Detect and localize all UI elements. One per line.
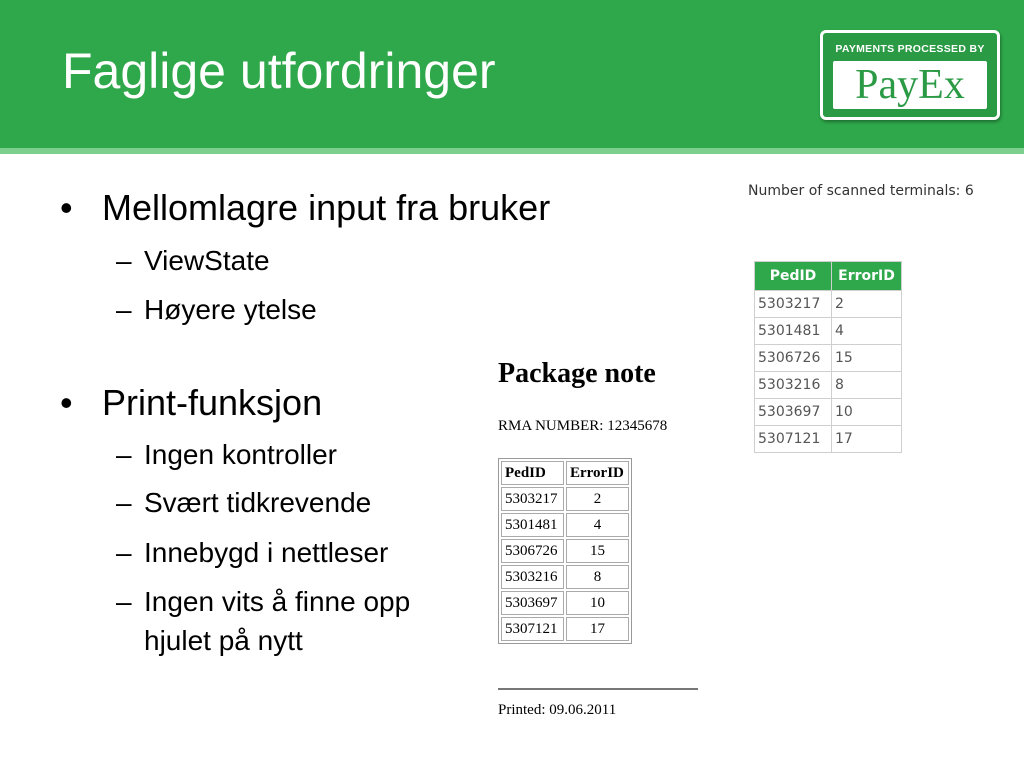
table-row (755, 399, 902, 426)
table-row (501, 539, 629, 563)
ped-id-cell: 5306726 (501, 539, 564, 563)
logo-wordmark: PayEx (855, 62, 965, 108)
error-id-cell: 2 (566, 487, 629, 511)
package-note-title: Package note (498, 358, 656, 389)
ped-id-cell: 5303697 (501, 591, 564, 615)
logo-caption: PAYMENTS PROCESSED BY (835, 43, 985, 55)
table-header-row (501, 461, 629, 485)
sub-bullet-dash: – (116, 487, 132, 518)
printed-date: Printed: 09.06.2011 (498, 702, 617, 718)
table-row (755, 345, 902, 372)
column-header: ErrorID (566, 461, 629, 485)
error-id-cell: 8 (832, 372, 902, 399)
payex-logo (820, 30, 1000, 120)
printed-divider (498, 688, 698, 690)
bullet-dot: • (60, 187, 73, 228)
column-header: PedID (501, 461, 564, 485)
ped-id-cell: 5301481 (501, 513, 564, 537)
web-results-table (754, 261, 902, 453)
error-id-cell: 10 (832, 399, 902, 426)
sub-bullet-text: Ingen kontroller (144, 439, 338, 470)
scanned-terminals-label: Number of scanned terminals: 6 (748, 183, 974, 199)
sub-bullet-text: Svært tidkrevende (144, 487, 372, 518)
ped-id-cell: 5306726 (755, 345, 832, 372)
table-row (501, 513, 629, 537)
sub-bullet-dash: – (116, 586, 132, 617)
table-row (501, 565, 629, 589)
table-row (755, 372, 902, 399)
error-id-cell: 17 (832, 426, 902, 453)
title-banner (0, 0, 1024, 148)
package-note-table (498, 458, 632, 644)
ped-id-cell: 5303217 (501, 487, 564, 511)
ped-id-cell: 5303216 (755, 372, 832, 399)
table-header-row (755, 262, 902, 291)
table-row (501, 617, 629, 641)
error-id-cell: 15 (832, 345, 902, 372)
table-row (755, 426, 902, 453)
sub-bullet-text: Høyere ytelse (144, 294, 317, 325)
error-id-cell: 15 (566, 539, 629, 563)
ped-id-cell: 5303217 (755, 291, 832, 318)
ped-id-cell: 5303216 (501, 565, 564, 589)
error-id-cell: 4 (832, 318, 902, 345)
bullet-dot: • (60, 382, 73, 423)
column-header: ErrorID (832, 262, 902, 291)
logo-plate (833, 61, 987, 109)
sub-bullet-text: Ingen vits å finne opp (144, 586, 411, 617)
sub-bullet-text: hjulet på nytt (144, 625, 303, 656)
ped-id-cell: 5307121 (501, 617, 564, 641)
sub-bullet-dash: – (116, 537, 132, 568)
table-row (501, 591, 629, 615)
table-row (755, 291, 902, 318)
sub-bullet-text: Innebygd i nettleser (144, 537, 389, 568)
ped-id-cell: 5307121 (755, 426, 832, 453)
rma-number: RMA NUMBER: 12345678 (498, 418, 668, 434)
error-id-cell: 17 (566, 617, 629, 641)
error-id-cell: 2 (832, 291, 902, 318)
bullet-text: Print-funksjon (102, 382, 323, 423)
sub-bullet-text: ViewState (144, 245, 270, 276)
column-header: PedID (755, 262, 832, 291)
ped-id-cell: 5301481 (755, 318, 832, 345)
error-id-cell: 8 (566, 565, 629, 589)
ped-id-cell: 5303697 (755, 399, 832, 426)
error-id-cell: 4 (566, 513, 629, 537)
slide-title: Faglige utfordringer (62, 43, 496, 99)
table-row (501, 487, 629, 511)
error-id-cell: 10 (566, 591, 629, 615)
bullet-text: Mellomlagre input fra bruker (102, 187, 551, 228)
table-row (755, 318, 902, 345)
sub-bullet-dash: – (116, 245, 132, 276)
banner-divider (0, 148, 1024, 154)
sub-bullet-dash: – (116, 439, 132, 470)
sub-bullet-dash: – (116, 294, 132, 325)
